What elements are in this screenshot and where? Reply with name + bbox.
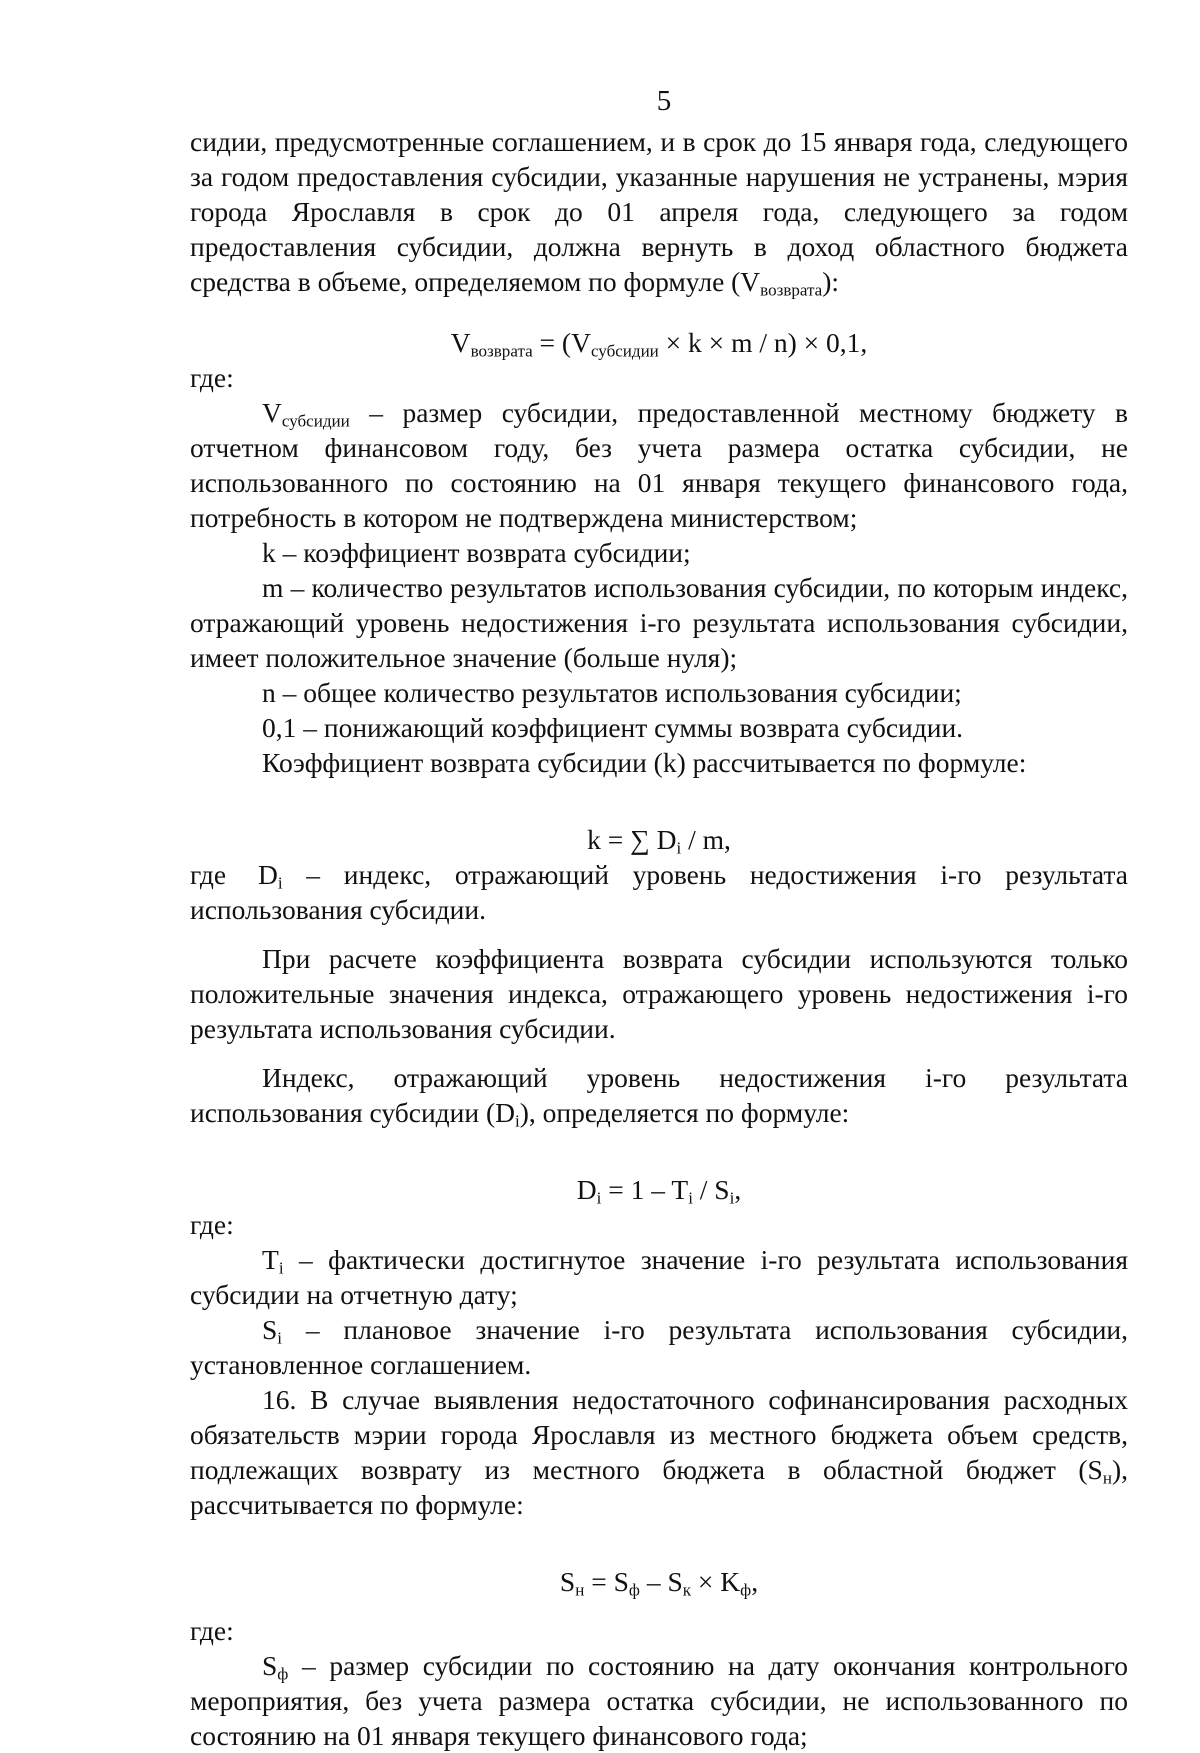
where-label-4: где: <box>190 1615 234 1646</box>
where-label-3: где: <box>190 1209 234 1240</box>
definition-d: где $D_i$ – индекс, отражающий уровень недостижения i-го результата использования субсидии. <box>190 859 1128 925</box>
formula-k: k = ∑ $D_i$ / m, <box>587 824 731 858</box>
document-page <box>190 84 1128 1753</box>
paragraph-16: 16. В случае выявления недостаточного софинансирования расходных обязательств мэрии города Ярославля из местного бюджета объем средств, подлежащих возврату из местного бюджета в областной бюджет $(S_н)$, рассчитывается по формуле: <box>190 1384 1128 1520</box>
formula-v-return: $V_{возврата} = (V_{субсидии} \times k \times m / n) \times 0,1$, <box>450 327 868 361</box>
paragraph-k-formula-intro: Коэффициент возврата субсидии (k) рассчитывается по формуле: <box>262 747 1027 778</box>
definition-s: $S_i$ – плановое значение i-го результата использования субсидии, установленное соглашением. <box>190 1314 1128 1380</box>
definition-sf: $S_ф$ – размер субсидии по состоянию на дату окончания контрольного мероприятия, без учета размера остатка субсидии, не использованного по состоянию на 01 января текущего финансового года; <box>190 1650 1128 1751</box>
paragraph-positive-values: При расчете коэффициента возврата субсидии используются только положительные значения индекса, отражающего уровень недостижения i-го результата использования субсидии. <box>190 943 1128 1044</box>
definition-k: k – коэффициент возврата субсидии; <box>262 537 691 568</box>
paragraph-return-intro: сидии, предусмотренные соглашением, и в срок до 15 января года, следующего за годом предоставления субсидии, указанные нарушения не устранены, мэрия города Ярославля в срок до 01 апреля года, следующего за годом предоставления субсидии, должна вернуть в доход областного бюджета средства в объеме, определяемом по формуле $(V_{возврата})$: <box>190 126 1128 300</box>
definition-n: n – общее количество результатов использования субсидии; <box>262 677 962 708</box>
definition-m: m – количество результатов использования субсидии, по которым индекс, отражающий уровень недостижения i-го результата использования субсидии, имеет положительное значение (больше нуля); <box>190 572 1128 673</box>
page-number: 5 <box>656 85 672 117</box>
definition-coefficient: 0,1 – понижающий коэффициент суммы возврата субсидии. <box>262 712 964 743</box>
definition-v-subsidy: $V_{субсидии}$ – размер субсидии, предоставленной местному бюджету в отчетном финансовом году, без учета размера остатка субсидии, не использованного по состоянию на 01 января текущего финансового года, потребность в котором не подтверждена министерством; <box>190 397 1128 533</box>
paragraph-d-formula-intro: Индекс, отражающий уровень недостижения i-го результата использования субсидии $(D_i)$, определяется по формуле: <box>190 1062 1128 1131</box>
where-label-1: где: <box>190 362 234 393</box>
definition-t: $T_i$ – фактически достигнутое значение i-го результата использования субсидии на отчетную дату; <box>190 1244 1128 1310</box>
formula-d: $D_i = 1 - T_i / S_i$, <box>576 1174 742 1208</box>
formula-sn: $S_н = S_ф - S_к \times K_ф$, <box>559 1566 759 1600</box>
